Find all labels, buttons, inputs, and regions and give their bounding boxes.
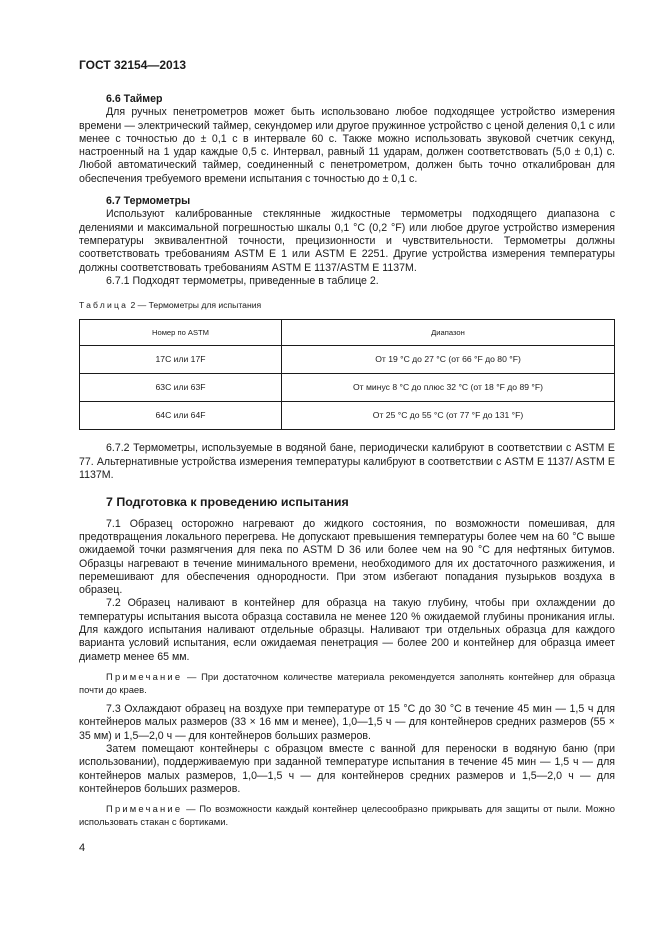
table-caption-label: Таблица	[79, 300, 129, 311]
section-6-7-1-text: 6.7.1 Подходят термометры, приведенные в таблице 2.	[106, 274, 379, 287]
thermometer-table	[79, 319, 615, 430]
section-7-3-continuation: Затем помещают контейнеры с образцом вместе с ванной для переноски в водяную баню (при использовании), поддерживаемую при заданной температуре испытания в течение 45 мин — 1,5 ч — для контейнеров малых размеров, 1,0—1,5 ч — для контейнеров средних размеров и 1,5—2,0 ч — для контейнеров больших размеров.	[79, 742, 615, 795]
section-7-2-text: 7.2 Образец наливают в контейнер для образца на такую глубину, чтобы при охлаждении до температуры испытания высота образца составила не менее 120 % ожидаемой глубины проникания иглы. Для каждого испытания наливают отдельные образцы. Наливают три отдельных образца для каждого варианта условий испытания, если ожидаемая пенетрация — более 200 и контейнер для образца имеет диаметр менее 65 мм.	[79, 597, 615, 663]
table-row	[80, 374, 615, 402]
section-6-7-2-text: 6.7.2 Термометры, используемые в водяной бане, периодически калибруют в соответствии с ASTM E 77. Альтернативные устройства измерения температуры калибруют в соответствии с ASTM E 1137/ ASTM E 1137M.	[79, 442, 615, 482]
table-cell: 64С или 64F	[80, 402, 282, 430]
table-caption-text: 2 — Термометры для испытания	[128, 300, 262, 311]
section-6-7-title: 6.7 Термометры	[106, 195, 191, 208]
note-1	[79, 671, 615, 696]
note-2-text: — По возможности каждый контейнер целесообразно прикрывать для защиты от пыли. Можно использовать стакан с бортиками.	[79, 803, 615, 827]
table-cell: 63С или 63F	[80, 374, 282, 402]
table-row	[80, 402, 615, 430]
table-cell: От 25 °С до 55 °С (от 77 °F до 131 °F)	[282, 402, 615, 430]
section-7-1-text: 7.1 Образец осторожно нагревают до жидкого состояния, по возможности помешивая, для предотвращения локального перегрева. Не допускают превышения температуры более чем на 60 °С выше ожидаемой точки размягчения для пека по ASTM D 36 или более чем на 90 °С для нефтяных битумов. Образцы нагревают в течение минимального времени, необходимого для их достаточного разжижения, и перемешивают для обеспечения однородности. При этом избегают попадания пузырьков воздуха в образец.	[79, 517, 615, 597]
section-7-title: 7 Подготовка к проведению испытания	[106, 495, 349, 510]
section-6-6-text: Для ручных пенетрометров может быть использовано любое подходящее устройство измерения времени — электрический таймер, секундомер или другое пружинное устройство с ценой деления 0,1 с или менее с точностью до ± 0,1 с в интервале 60 с. Также можно использовать звуковой счетчик секунд, настроенный на 1 удар каждые 0,5 с. Интервал, равный 11 ударам, должен соответствовать (5,0 ± 0,1) с. Любой автоматический таймер, соединенный с пенетрометром, должен быть точно откалиброван для обеспечения требуемого времени испытания с точностью до ± 0,1 с.	[79, 106, 615, 185]
note-2-label: Примечание	[106, 803, 183, 815]
table-header-row	[80, 320, 615, 346]
note-1-label: Примечание	[106, 670, 183, 682]
table-header-range: Диапазон	[282, 320, 615, 346]
note-2	[79, 803, 615, 828]
table-cell: От минус 8 °С до плюс 32 °С (от 18 °F до 89 °F)	[282, 374, 615, 402]
section-6-6-title: 6.6 Таймер	[106, 93, 163, 105]
note-1-text: — При достаточном количестве материала рекомендуется заполнять контейнер для образца почти до краев.	[79, 670, 615, 695]
page-body	[79, 93, 615, 828]
document-header: ГОСТ 32154—2013	[79, 58, 187, 72]
table-cell: 17С или 17F	[80, 346, 282, 374]
table-caption	[79, 299, 615, 312]
table-header-astm: Номер по ASTM	[80, 320, 282, 346]
section-6-7-text: Используют калиброванные стеклянные жидкостные термометры подходящего диапазона с делениями и максимальной погрешностью шкалы 0,1 °С (0,2 °F) или любое другое устройство измерения температуры эквивалентной точности, прецизионности и чувствительности. Термометры должны соответствовать требованиям ASTM E 1 или ASTM E 2251. Другие устройства измерения температуры должны соответствовать требованиям ASTM E 1137/ASTM E 1137M.	[79, 208, 615, 274]
table-row	[80, 346, 615, 374]
page-number: 4	[79, 842, 86, 854]
section-7-3-text: 7.3 Охлаждают образец на воздухе при температуре от 15 °С до 30 °С в течение 45 мин — 1,5 ч для контейнеров малых размеров (33 × 16 мм и менее), 1,0—1,5 ч — для контейнеров средних размеров (55 × 35 мм) и 1,5—2,0 ч — для контейнеров больших размеров.	[79, 703, 615, 742]
table-cell: От 19 °С до 27 °С (от 66 °F до 80 °F)	[282, 346, 615, 374]
